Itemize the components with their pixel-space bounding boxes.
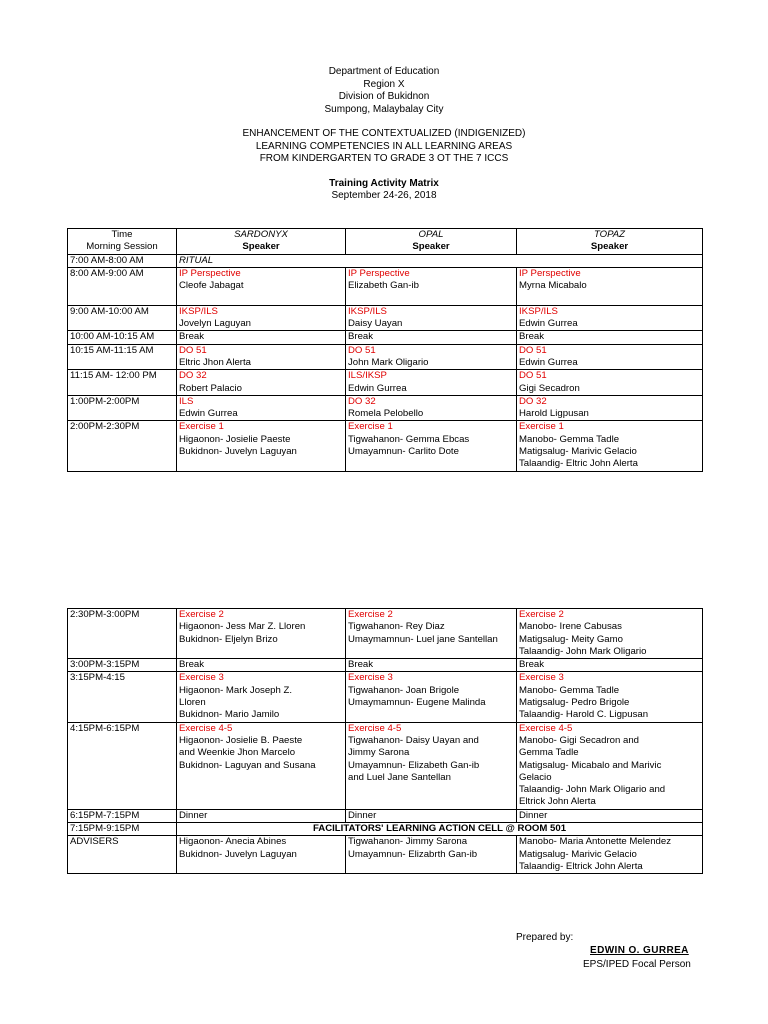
topic-label: Exercise 1 xyxy=(179,421,224,433)
speaker-line: Jovelyn Laguyan xyxy=(179,318,252,330)
speaker-label: Speaker xyxy=(590,241,629,253)
matrix-title: Training Activity Matrix xyxy=(329,177,439,189)
time-cell: 2:30PM-3:00PM xyxy=(68,609,177,659)
speaker-line: Bukidnon- Eljelyn Brizo xyxy=(179,633,278,645)
activity-cell xyxy=(346,395,517,421)
speaker-line: Harold Ligpusan xyxy=(519,408,589,420)
speaker-line: Umayamnun- Elizabrth Gan-ib xyxy=(348,848,478,860)
speaker-line: Tigwahanon- Joan Brigole xyxy=(348,684,460,696)
speaker-line: Break xyxy=(519,659,545,671)
speaker-label: Speaker xyxy=(412,241,450,253)
speaker-line: Edwin Gurrea xyxy=(179,408,238,420)
speaker-line: Matigsalug- Marivic Gelacio xyxy=(519,446,637,458)
topic-label: IKSP/ILS xyxy=(348,305,387,317)
speaker-line xyxy=(179,292,343,304)
speaker-line: Manobo- Gemma Tadle xyxy=(519,684,620,696)
speaker-line: Talaandig- John Mark Oligario and xyxy=(519,784,666,796)
activity-cell xyxy=(346,609,517,659)
table-row xyxy=(68,722,703,809)
speaker-line: Talaandig- Harold C. Ligpusan xyxy=(519,709,649,721)
activity-matrix-table-1 xyxy=(67,228,703,472)
speaker-line: Tigwahanon- Jimmy Sarona xyxy=(348,836,468,848)
table-row xyxy=(68,659,703,672)
topic-label: Exercise 2 xyxy=(179,609,224,620)
speaker-line: Eltric Jhon Alerta xyxy=(179,356,251,368)
speaker-line: Dinner xyxy=(519,809,548,821)
topic-label: Exercise 3 xyxy=(179,672,224,684)
speaker-line: Umayamnun- Elizabeth Gan-ib xyxy=(348,759,480,771)
speaker-line: Jimmy Sarona xyxy=(348,747,410,759)
activity-cell xyxy=(346,836,517,874)
time-cell: 3:00PM-3:15PM xyxy=(68,659,177,672)
agency-line: Sumpong, Malaybalay City xyxy=(324,103,444,115)
activity-cell xyxy=(517,659,703,672)
activity-cell xyxy=(177,659,346,672)
speaker-line: Robert Palacio xyxy=(179,382,242,394)
activity-cell xyxy=(177,267,346,305)
topic-label: IP Perspective xyxy=(519,267,581,279)
activity-cell xyxy=(517,344,703,370)
time-cell: 2:00PM-2:30PM xyxy=(68,421,177,471)
activity-cell xyxy=(517,331,703,344)
speaker-line: Manobo- Irene Cabusas xyxy=(519,621,622,633)
speaker-line: Talaandig- Eltric John Alerta xyxy=(519,458,638,470)
topic-label: Exercise 2 xyxy=(519,609,564,620)
speaker-line: Bukidnon- Laguyan and Susana xyxy=(179,759,316,771)
activity-cell xyxy=(346,809,517,822)
table-row xyxy=(68,421,703,471)
speaker-line: Elizabeth Gan-ib xyxy=(348,280,419,292)
topic-label: IP Perspective xyxy=(179,267,241,279)
table-row xyxy=(68,254,703,267)
speaker-line: Umayamnun- Carlito Dote xyxy=(348,446,459,458)
activity-cell xyxy=(517,809,703,822)
speaker-line: Higaonon- Josielie B. Paeste xyxy=(179,734,303,746)
time-cell: 6:15PM-7:15PM xyxy=(68,809,177,822)
activity-cell xyxy=(517,370,703,396)
speaker-line: Bukidnon- Juvelyn Laguyan xyxy=(179,848,297,860)
speaker-line: Matigsalug- Marivic Gelacio xyxy=(519,848,637,860)
speaker-line: Matigsalug- Pedro Brigole xyxy=(519,697,630,709)
time-cell: 10:15 AM-11:15 AM xyxy=(68,344,177,370)
title-line: LEARNING COMPETENCIES IN ALL LEARNING AREAS xyxy=(255,140,513,152)
activity-cell xyxy=(177,809,346,822)
table-row xyxy=(68,370,703,396)
speaker-line: Myrna Micabalo xyxy=(519,280,587,292)
activity-cell xyxy=(517,395,703,421)
speaker-line: Eltrick John Alerta xyxy=(519,796,596,808)
time-cell: 1:00PM-2:00PM xyxy=(68,395,177,421)
table-row xyxy=(68,836,703,874)
activity-cell xyxy=(346,722,517,809)
time-cell: 9:00 AM-10:00 AM xyxy=(68,305,177,331)
activity-matrix-table-2 xyxy=(67,608,703,874)
room-header-sardonyx xyxy=(177,229,346,255)
table-row xyxy=(68,305,703,331)
speaker-line: Matigsalug- Meity Gamo xyxy=(519,633,623,645)
activity-cell xyxy=(346,305,517,331)
activity-cell xyxy=(346,267,517,305)
time-cell: 4:15PM-6:15PM xyxy=(68,722,177,809)
speaker-line: Umaymamnun- Luel jane Santellan xyxy=(348,633,498,645)
activity-cell xyxy=(177,722,346,809)
speaker-line: Matigsalug- Micabalo and Marivic xyxy=(519,759,662,771)
activity-cell xyxy=(346,344,517,370)
activity-cell xyxy=(177,672,346,722)
speaker-line: Bukidnon- Juvelyn Laguyan xyxy=(179,446,297,458)
speaker-line: Break xyxy=(179,331,205,343)
speaker-line: Edwin Gurrea xyxy=(348,382,407,394)
speaker-line: and Weenkie Jhon Marcelo xyxy=(179,747,296,759)
speaker-line: Umaymamnun- Eugene Malinda xyxy=(348,697,486,709)
document-header xyxy=(0,66,768,203)
topic-label: IKSP/ILS xyxy=(519,305,558,317)
activity-cell xyxy=(517,305,703,331)
room-header-opal xyxy=(346,229,517,255)
speaker-line: Break xyxy=(348,331,374,343)
time-cell: 3:15PM-4:15 xyxy=(68,672,177,722)
activity-cell xyxy=(177,344,346,370)
activity-cell xyxy=(517,722,703,809)
speaker-line: Tigwahanon- Rey Diaz xyxy=(348,621,445,633)
preparer-name: EDWIN O. GURREA xyxy=(590,945,689,956)
time-label: Time xyxy=(111,229,133,240)
speaker-line: John Mark Oligario xyxy=(348,356,429,368)
table-2-body xyxy=(68,609,703,874)
topic-label: DO 51 xyxy=(519,370,547,382)
topic-label: Exercise 4-5 xyxy=(348,722,402,734)
table-row xyxy=(68,609,703,659)
topic-label: DO 51 xyxy=(348,344,376,356)
table-1-body xyxy=(68,254,703,471)
table-header-row xyxy=(68,229,703,255)
speaker-line: and Luel Jane Santellan xyxy=(348,771,451,783)
topic-label: Exercise 3 xyxy=(348,672,393,684)
speaker-line: Higaonon- Josielie Paeste xyxy=(179,433,291,445)
speaker-line: Edwin Gurrea xyxy=(519,318,578,330)
speaker-line: Daisy Uayan xyxy=(348,318,403,330)
activity-cell xyxy=(517,672,703,722)
activity-cell xyxy=(346,331,517,344)
speaker-line: Gigi Secadron xyxy=(519,382,580,394)
spanning-activity-cell: FACILITATORS' LEARNING ACTION CELL @ ROOM 501 xyxy=(177,823,703,836)
speaker-line: Manobo- Gigi Secadron and xyxy=(519,734,639,746)
topic-label: DO 51 xyxy=(179,344,207,356)
topic-label: ILS xyxy=(179,395,194,407)
topic-label: Exercise 1 xyxy=(348,421,393,433)
topic-label: Exercise 2 xyxy=(348,609,393,620)
topic-label: Exercise 3 xyxy=(519,672,564,684)
time-cell: 8:00 AM-9:00 AM xyxy=(68,267,177,305)
topic-label: DO 32 xyxy=(519,395,547,407)
speaker-line: Edwin Gurrea xyxy=(519,356,578,368)
room-name: SARDONYX xyxy=(234,229,288,240)
topic-label: IKSP/ILS xyxy=(179,305,218,317)
time-header xyxy=(68,229,177,255)
table-row xyxy=(68,672,703,722)
activity-cell xyxy=(177,370,346,396)
preparer-position: EPS/IPED Focal Person xyxy=(583,959,691,970)
activity-cell xyxy=(177,305,346,331)
topic-label: ILS/IKSP xyxy=(348,370,387,382)
spanning-activity-cell: RITUAL xyxy=(177,254,703,267)
time-cell: 10:00 AM-10:15 AM xyxy=(68,331,177,344)
time-cell: 7:15PM-9:15PM xyxy=(68,823,177,836)
speaker-line: Tigwahanon- Daisy Uayan and xyxy=(348,734,479,746)
activity-cell xyxy=(517,267,703,305)
activity-cell xyxy=(346,421,517,471)
time-cell: 7:00 AM-8:00 AM xyxy=(68,254,177,267)
speaker-line: Gemma Tadle xyxy=(519,747,579,759)
matrix-date: September 24-26, 2018 xyxy=(331,190,437,201)
topic-label: Exercise 1 xyxy=(519,421,564,433)
table-row xyxy=(68,331,703,344)
activity-cell xyxy=(177,836,346,874)
activity-cell xyxy=(517,421,703,471)
table-row xyxy=(68,823,703,836)
speaker-line: Tigwahanon- Gemma Ebcas xyxy=(348,433,470,445)
room-name: OPAL xyxy=(418,229,444,240)
speaker-line: Break xyxy=(519,331,545,343)
title-line: FROM KINDERGARTEN TO GRADE 3 OT THE 7 ICCS xyxy=(259,153,509,164)
speaker-line: Lloren xyxy=(179,697,206,709)
session-label: Morning Session xyxy=(86,241,158,253)
speaker-line: Manobo- Gemma Tadle xyxy=(519,433,620,445)
activity-cell xyxy=(346,659,517,672)
activity-cell xyxy=(177,609,346,659)
activity-cell xyxy=(177,331,346,344)
speaker-line: Manobo- Maria Antonette Melendez xyxy=(519,836,671,848)
topic-label: Exercise 4-5 xyxy=(179,722,233,734)
topic-label: DO 32 xyxy=(348,395,376,407)
speaker-line: Gelacio xyxy=(519,771,552,783)
activity-cell xyxy=(517,836,703,874)
speaker-line: Dinner xyxy=(179,809,208,821)
speaker-line: Talaandig- John Mark Oligario xyxy=(519,645,647,657)
prepared-by-label: Prepared by: xyxy=(516,932,574,943)
speaker-line: Romela Pelobello xyxy=(348,408,424,420)
activity-cell xyxy=(346,672,517,722)
activity-cell xyxy=(346,370,517,396)
speaker-line: Higaonon- Anecia Abines xyxy=(179,836,287,848)
room-header-topaz xyxy=(517,229,703,255)
activity-cell xyxy=(177,395,346,421)
speaker-line: Cleofe Jabagat xyxy=(179,280,244,292)
speaker-line: Higaonon- Jess Mar Z. Lloren xyxy=(179,621,306,633)
speaker-line: Break xyxy=(179,659,205,671)
speaker-line: Dinner xyxy=(348,809,377,821)
topic-label: DO 51 xyxy=(519,344,547,356)
topic-label: Exercise 4-5 xyxy=(519,722,573,734)
topic-label: DO 32 xyxy=(179,370,207,382)
speaker-line: Talaandig- Eltrick John Alerta xyxy=(519,860,643,872)
table-row xyxy=(68,395,703,421)
table-row xyxy=(68,344,703,370)
table-row xyxy=(68,267,703,305)
room-name: TOPAZ xyxy=(593,229,626,240)
activity-cell xyxy=(177,421,346,471)
topic-label: IP Perspective xyxy=(348,267,410,279)
speaker-line: Bukidnon- Mario Jamilo xyxy=(179,709,280,721)
time-cell: ADVISERS xyxy=(68,836,177,874)
agency-line: Region X xyxy=(363,78,405,90)
table-row xyxy=(68,809,703,822)
speaker-line: Break xyxy=(348,659,374,671)
activity-cell xyxy=(517,609,703,659)
speaker-label: Speaker xyxy=(242,241,280,253)
title-line: ENHANCEMENT OF THE CONTEXTUALIZED (INDIGENIZED) xyxy=(242,128,526,139)
agency-line: Division of Bukidnon xyxy=(338,91,430,102)
time-cell: 11:15 AM- 12:00 PM xyxy=(68,370,177,396)
agency-line: Department of Education xyxy=(328,66,440,77)
speaker-line: Higaonon- Mark Joseph Z. xyxy=(179,684,293,696)
